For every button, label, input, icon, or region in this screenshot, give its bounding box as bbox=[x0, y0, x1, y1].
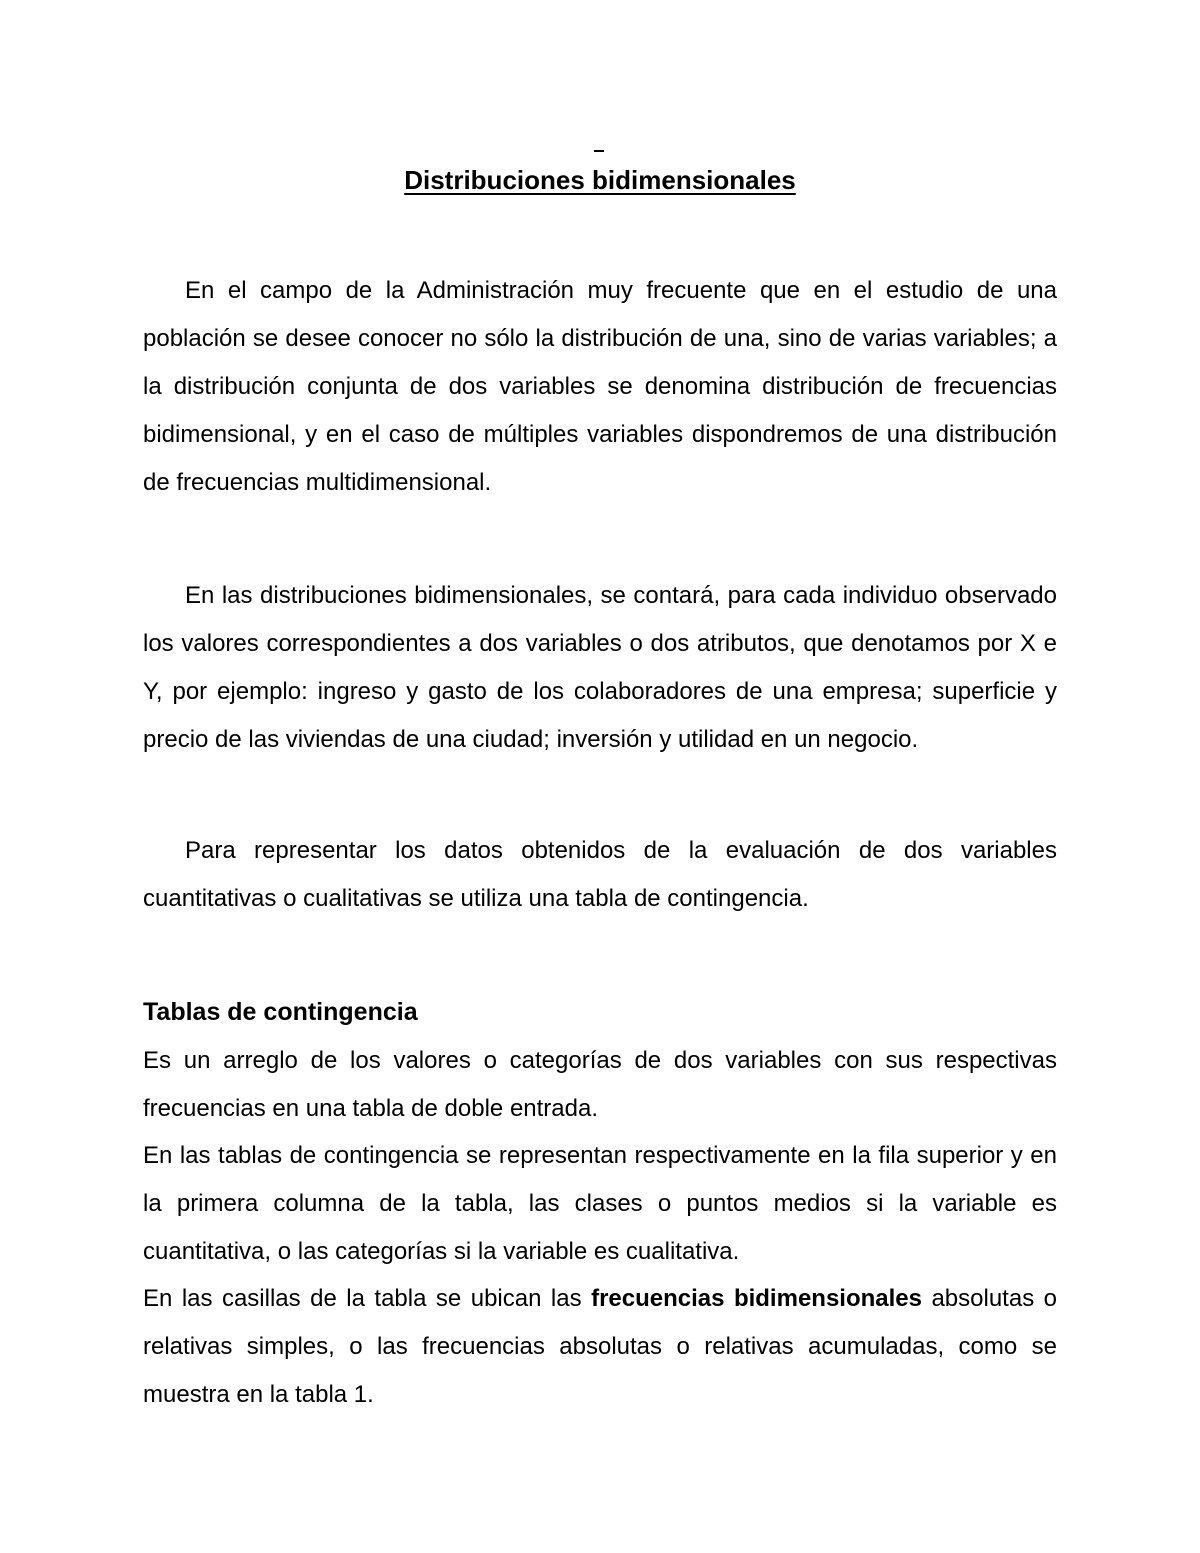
paragraph-6 bbox=[143, 1275, 1057, 1419]
paragraph-6-start: En las casillas de la tabla se ubican las bbox=[143, 1285, 592, 1312]
paragraph-3: Para representar los datos obtenidos de la evaluación de dos variables cuantitativas o cualitativas se utiliza una tabla de contingencia. bbox=[143, 837, 1057, 912]
paragraph-6-end: absolutas o relativas simples, o las frecuencias absolutas o relativas acumuladas, como se muestra en la tabla 1. bbox=[143, 1285, 1058, 1408]
paragraph-4: Es un arreglo de los valores o categorías de dos variables con sus respectivas frecuencias en una tabla de doble entrada. bbox=[143, 1047, 1057, 1122]
paragraph-2: En las distribuciones bidimensionales, se contará, para cada individuo observado los valores correspondientes a dos variables o dos atributos, que denotamos por X e Y, por ejemplo: ingreso y gasto de los colaboradores de una empresa; superficie y precio de las viviendas de una ciudad; inversión y utilidad en un negocio. bbox=[143, 582, 1057, 753]
page-title: Distribuciones bidimensionales bbox=[404, 165, 796, 195]
paragraph-6-bold: frecuencias bidimensionales bbox=[591, 1285, 922, 1312]
paragraph-5: En las tablas de contingencia se representan respectivamente en la fila superior y en la primera columna de la tabla, las clases o puntos medios si la variable es cuantitativa, o las categorías si la variable es cualitativa. bbox=[143, 1142, 1057, 1265]
title-mark bbox=[594, 150, 604, 152]
section-heading: Tablas de contingencia bbox=[143, 998, 418, 1026]
paragraph-1: En el campo de la Administración muy frecuente que en el estudio de una población se desee conocer no sólo la distribución de una, sino de varias variables; a la distribución conjunta de dos variables se denomina distribución de frecuencias bidimensional, y en el caso de múltiples variables dispondremos de una distribución de frecuencias multidimensional. bbox=[143, 277, 1057, 496]
